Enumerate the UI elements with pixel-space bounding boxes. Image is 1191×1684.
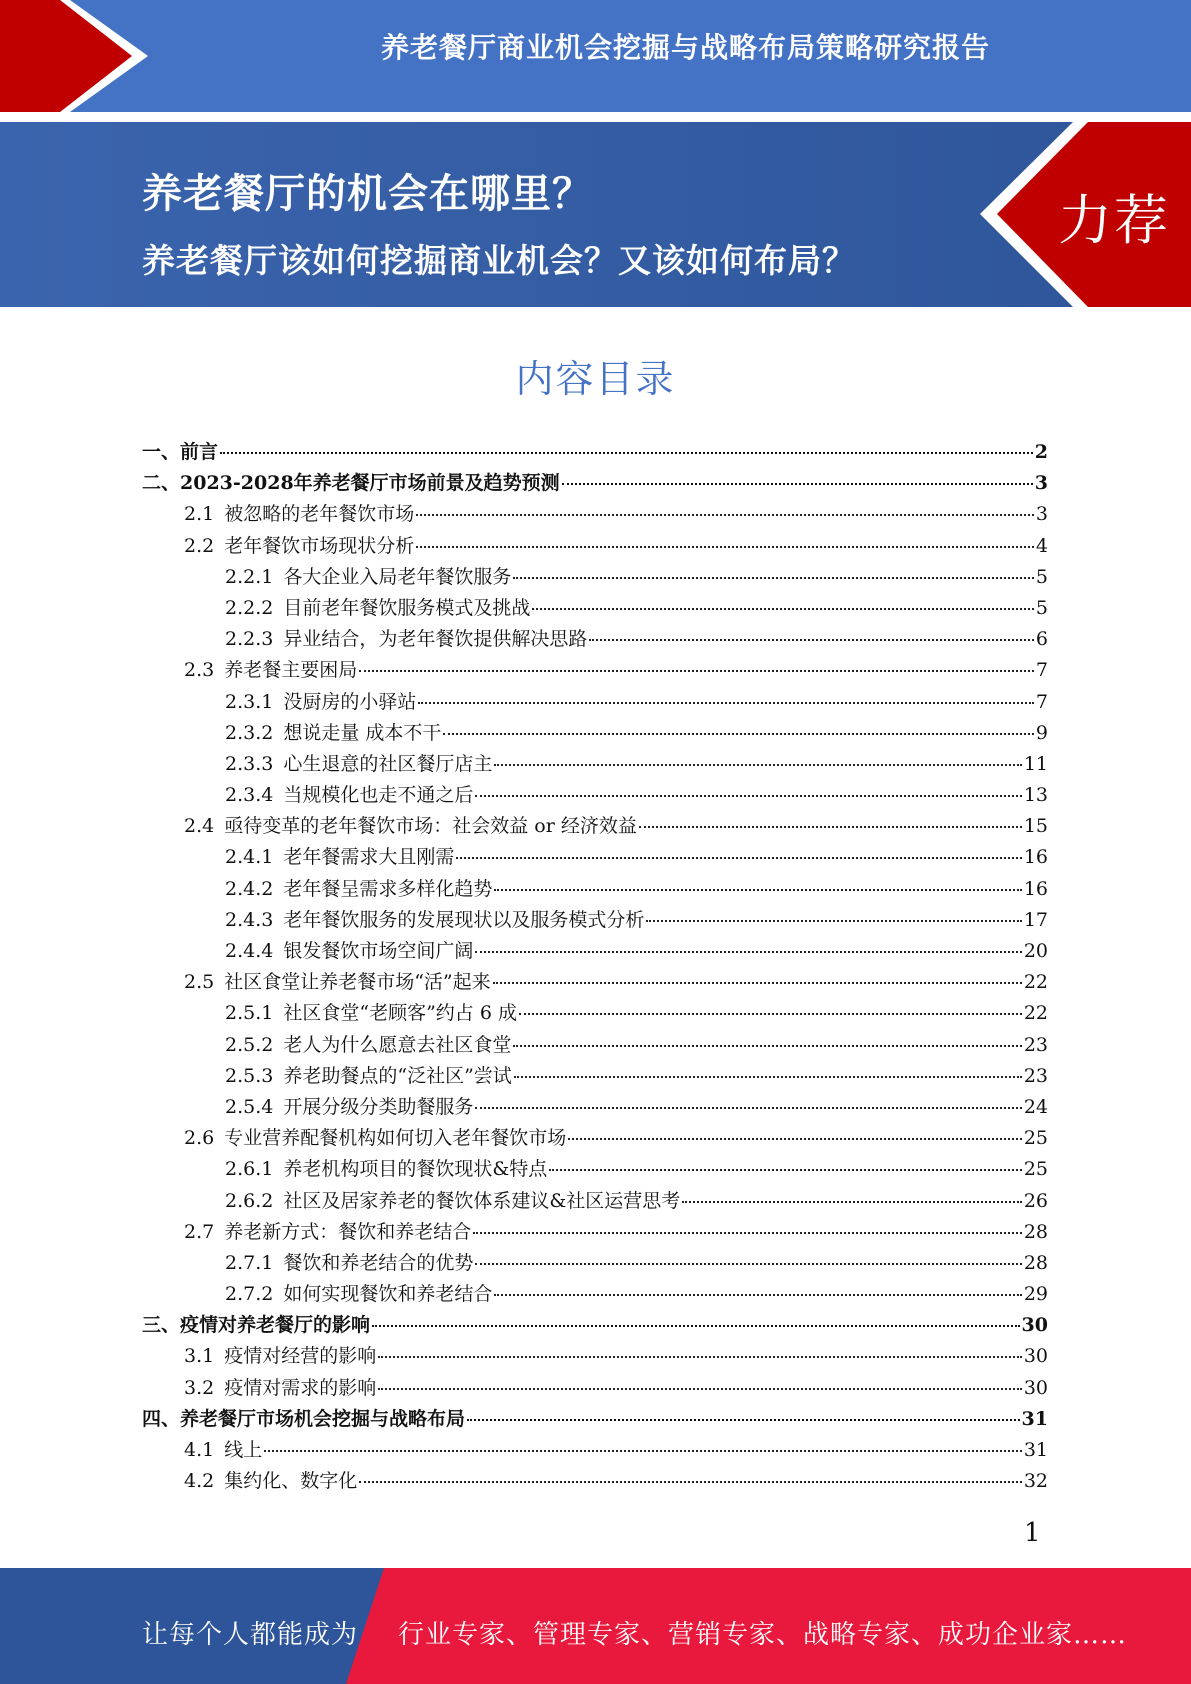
toc-entry-number: 2.5.2 [225,1033,274,1056]
toc-entry-page: 16 [1023,877,1048,900]
toc-entry-number: 4.1 [184,1439,215,1461]
toc-entry[interactable] [142,1061,1048,1092]
headline-banner [0,122,1191,307]
toc-entry[interactable] [142,1092,1048,1123]
toc-entry-number: 2.4.1 [225,846,274,869]
toc-entry-title: 2023-2028年养老餐厅市场前景及趋势预测 [180,472,560,495]
toc-entry-title: 社区食堂“老顾客”约占 6 成 [283,1002,517,1025]
toc-entry-number: 2.4 [184,815,215,838]
dot-leader [220,452,1033,454]
report-title: 养老餐厅商业机会挖掘与战略布局策略研究报告 [380,31,990,64]
toc-entry-title: 养老餐主要困局 [224,659,358,682]
toc-entry-title: 餐饮和养老结合的优势 [283,1251,474,1274]
toc-entry-title: 老年餐呈需求多样化趋势 [283,877,493,900]
toc-entry[interactable] [142,905,1048,936]
dot-leader [549,1169,1022,1171]
toc-entry[interactable] [142,998,1048,1029]
dot-leader [519,1013,1022,1015]
toc-entry-title: 各大企业入局老年餐饮服务 [283,565,512,588]
headline-question-1: 养老餐厅的机会在哪里？ [142,171,593,217]
table-of-contents [142,437,1048,1497]
toc-entry[interactable] [142,1310,1048,1341]
toc-entry-title: 如何实现餐饮和养老结合 [283,1283,493,1306]
toc-entry-title: 集约化、数字化 [224,1470,358,1493]
toc-entry-title: 亟待变革的老年餐饮市场：社会效益 or 经济效益 [224,815,637,838]
toc-entry[interactable] [142,1186,1048,1217]
dot-leader [264,1450,1022,1452]
toc-entry-title: 前言 [180,441,219,463]
toc-entry-number: 2.4.3 [225,908,274,931]
toc-entry[interactable] [142,967,1048,998]
toc-entry-page: 31 [1021,1407,1048,1430]
toc-entry-number: 2.5.3 [225,1064,274,1087]
toc-entry-title: 心生退意的社区餐厅店主 [283,752,493,775]
toc-entry-number: 四、 [142,1407,181,1430]
toc-entry-number: 4.2 [184,1470,215,1493]
toc-entry[interactable] [142,749,1048,780]
dot-leader [513,1045,1021,1047]
dot-leader [359,670,1034,672]
toc-entry[interactable] [142,1279,1048,1310]
dot-leader [532,608,1034,610]
toc-entry[interactable] [142,874,1048,905]
toc-entry-title: 养老新方式：餐饮和养老结合 [224,1220,472,1243]
toc-entry-title: 社区及居家养老的餐饮体系建议&社区运营思考 [283,1189,681,1212]
toc-entry-page: 23 [1023,1033,1048,1056]
toc-entry-page: 30 [1023,1376,1048,1399]
toc-entry-page: 25 [1023,1158,1048,1181]
toc-entry[interactable] [142,468,1048,499]
toc-entry-title: 疫情对养老餐厅的影响 [180,1314,371,1337]
toc-entry-page: 30 [1021,1314,1048,1337]
toc-entry-page: 6 [1035,628,1048,651]
recommend-badge: 力荐 [1058,189,1170,252]
toc-entry-page: 24 [1023,1095,1048,1118]
toc-entry-page: 16 [1023,846,1048,869]
dot-leader [359,1481,1022,1483]
headline-question-2: 养老餐厅该如何挖掘商业机会？又该如何布局？ [142,241,856,280]
toc-entry-number: 2.2 [184,534,215,557]
toc-entry[interactable] [142,1341,1048,1372]
toc-entry-number: 三、 [142,1314,181,1337]
dot-leader [416,514,1034,516]
toc-entry-title: 老人为什么愿意去社区食堂 [283,1033,512,1056]
toc-entry-page: 23 [1023,1064,1048,1087]
toc-entry-title: 银发餐饮市场空间广阔 [283,940,474,962]
toc-entry-number: 2.3.1 [225,690,274,713]
toc-entry[interactable] [142,936,1048,967]
toc-entry[interactable] [142,780,1048,811]
toc-entry-page: 5 [1035,565,1048,588]
toc-entry-number: 2.6.1 [225,1158,274,1181]
toc-entry-number: 二、 [142,472,181,495]
toc-entry-title: 老年餐饮服务的发展现状以及服务模式分析 [283,908,645,931]
dot-leader [443,733,1034,735]
toc-entry-number: 2.7 [184,1220,215,1243]
toc-entry-page: 30 [1023,1345,1048,1368]
footer-slogan-right: 行业专家、管理专家、营销专家、战略专家、成功企业家…… [398,1620,1128,1650]
toc-entry-title: 开展分级分类助餐服务 [283,1095,474,1118]
toc-entry[interactable] [142,1435,1048,1466]
toc-entry-page: 4 [1035,534,1048,557]
toc-entry[interactable] [142,718,1048,749]
dot-leader [514,1076,1022,1078]
toc-entry-number: 2.3.3 [225,752,274,775]
toc-entry-page: 31 [1023,1439,1048,1461]
toc-entry[interactable] [142,655,1048,686]
toc-entry-page: 7 [1035,690,1048,713]
dot-leader [473,1232,1022,1234]
dot-leader [589,639,1034,641]
toc-entry-title: 养老助餐点的“泛社区”尝试 [283,1064,512,1087]
toc-entry-page: 22 [1023,1002,1048,1025]
toc-entry-title: 老年餐饮市场现状分析 [224,534,415,557]
toc-entry-number: 一、 [142,441,181,463]
dot-leader [646,920,1021,922]
toc-entry-page: 7 [1035,659,1048,682]
dot-leader [682,1201,1022,1203]
dot-leader [475,1107,1021,1109]
toc-entry[interactable] [142,562,1048,593]
toc-entry-page: 11 [1023,752,1048,775]
dot-leader [372,1325,1020,1327]
dot-leader [568,1138,1022,1140]
red-chevron-decoration [0,0,160,112]
toc-entry-page: 13 [1023,784,1048,807]
toc-entry-number: 2.5.4 [225,1095,274,1118]
toc-entry-number: 2.2.1 [225,565,274,588]
toc-entry-number: 2.3.2 [225,721,274,744]
toc-entry-number: 2.1 [184,503,215,526]
toc-entry[interactable] [142,1030,1048,1061]
dot-leader [418,702,1034,704]
dot-leader [475,951,1021,953]
page-number: 1 [1024,1518,1041,1548]
toc-entry[interactable] [142,624,1048,655]
dot-leader [416,546,1034,548]
dot-leader [467,1419,1020,1421]
toc-entry-number: 3.2 [184,1376,215,1399]
toc-entry-page: 28 [1023,1220,1048,1243]
toc-entry-title: 养老机构项目的餐饮现状&特点 [283,1158,548,1181]
toc-entry-title: 异业结合，为老年餐饮提供解决思路 [283,628,588,651]
toc-entry-title: 社区食堂让养老餐市场“活”起来 [224,971,491,994]
toc-entry-page: 28 [1023,1251,1048,1274]
toc-entry-title: 疫情对需求的影响 [224,1376,377,1399]
toc-entry-number: 2.2.3 [225,628,274,651]
dot-leader [378,1356,1022,1358]
toc-heading: 内容目录 [515,357,676,401]
toc-entry-page: 20 [1023,940,1048,962]
toc-entry-number: 2.3 [184,659,215,682]
dot-leader [494,889,1021,891]
toc-entry-page: 25 [1023,1127,1048,1150]
dot-leader [494,1294,1021,1296]
toc-entry[interactable] [142,531,1048,562]
dot-leader [493,982,1022,984]
toc-entry-title: 疫情对经营的影响 [224,1345,377,1368]
toc-entry-title: 老年餐需求大且刚需 [283,846,455,869]
toc-entry[interactable] [142,1404,1048,1435]
toc-entry[interactable] [142,1248,1048,1279]
toc-entry-title: 当规模化也走不通之后 [283,784,474,807]
toc-entry-number: 2.2.2 [225,596,274,619]
toc-entry[interactable] [142,687,1048,718]
toc-entry[interactable] [142,1154,1048,1185]
toc-entry[interactable] [142,437,1048,468]
toc-entry-page: 5 [1035,596,1048,619]
dot-leader [475,1263,1021,1265]
toc-entry-page: 15 [1023,815,1048,838]
toc-entry-number: 2.6 [184,1127,215,1150]
dot-leader [378,1388,1022,1390]
dot-leader [562,483,1033,485]
dot-leader [513,577,1034,579]
footer-slogan-left: 让每个人都能成为 [142,1620,359,1650]
toc-entry-number: 2.3.4 [225,784,274,807]
dot-leader [639,826,1022,828]
toc-entry-page: 29 [1023,1283,1048,1306]
toc-entry-page: 26 [1023,1189,1048,1212]
toc-entry-number: 2.5.1 [225,1002,274,1025]
toc-entry-number: 2.4.4 [225,940,274,962]
toc-entry[interactable] [142,1373,1048,1404]
toc-entry-number: 2.7.1 [225,1251,274,1274]
toc-entry-number: 3.1 [184,1345,215,1368]
toc-entry-title: 养老餐厅市场机会挖掘与战略布局 [180,1407,466,1430]
toc-entry-number: 2.7.2 [225,1283,274,1306]
toc-entry-number: 2.5 [184,971,215,994]
toc-entry-page: 2 [1034,441,1048,463]
dot-leader [494,764,1021,766]
toc-entry-page: 17 [1023,908,1048,931]
toc-entry-title: 目前老年餐饮服务模式及挑战 [283,596,531,619]
toc-entry[interactable] [142,1217,1048,1248]
top-banner [0,0,1191,112]
toc-entry-title: 专业营养配餐机构如何切入老年餐饮市场 [224,1127,567,1150]
toc-entry-page: 22 [1023,971,1048,994]
toc-entry-title: 线上 [224,1439,263,1461]
toc-entry-page: 3 [1035,503,1048,526]
dot-leader [456,857,1021,859]
toc-entry[interactable] [142,811,1048,842]
toc-entry[interactable] [142,1466,1048,1497]
toc-entry-page: 32 [1023,1470,1048,1493]
toc-entry-page: 3 [1034,472,1048,495]
toc-entry[interactable] [142,1123,1048,1154]
toc-entry-title: 想说走量 成本不干 [283,721,442,744]
toc-entry-title: 没厨房的小驿站 [283,690,417,713]
toc-entry-page: 9 [1035,721,1048,744]
toc-entry[interactable] [142,593,1048,624]
toc-entry-number: 2.4.2 [225,877,274,900]
toc-entry-number: 2.6.2 [225,1189,274,1212]
toc-entry[interactable] [142,499,1048,530]
dot-leader [475,795,1021,797]
toc-entry-title: 被忽略的老年餐饮市场 [224,503,415,526]
toc-entry[interactable] [142,842,1048,873]
